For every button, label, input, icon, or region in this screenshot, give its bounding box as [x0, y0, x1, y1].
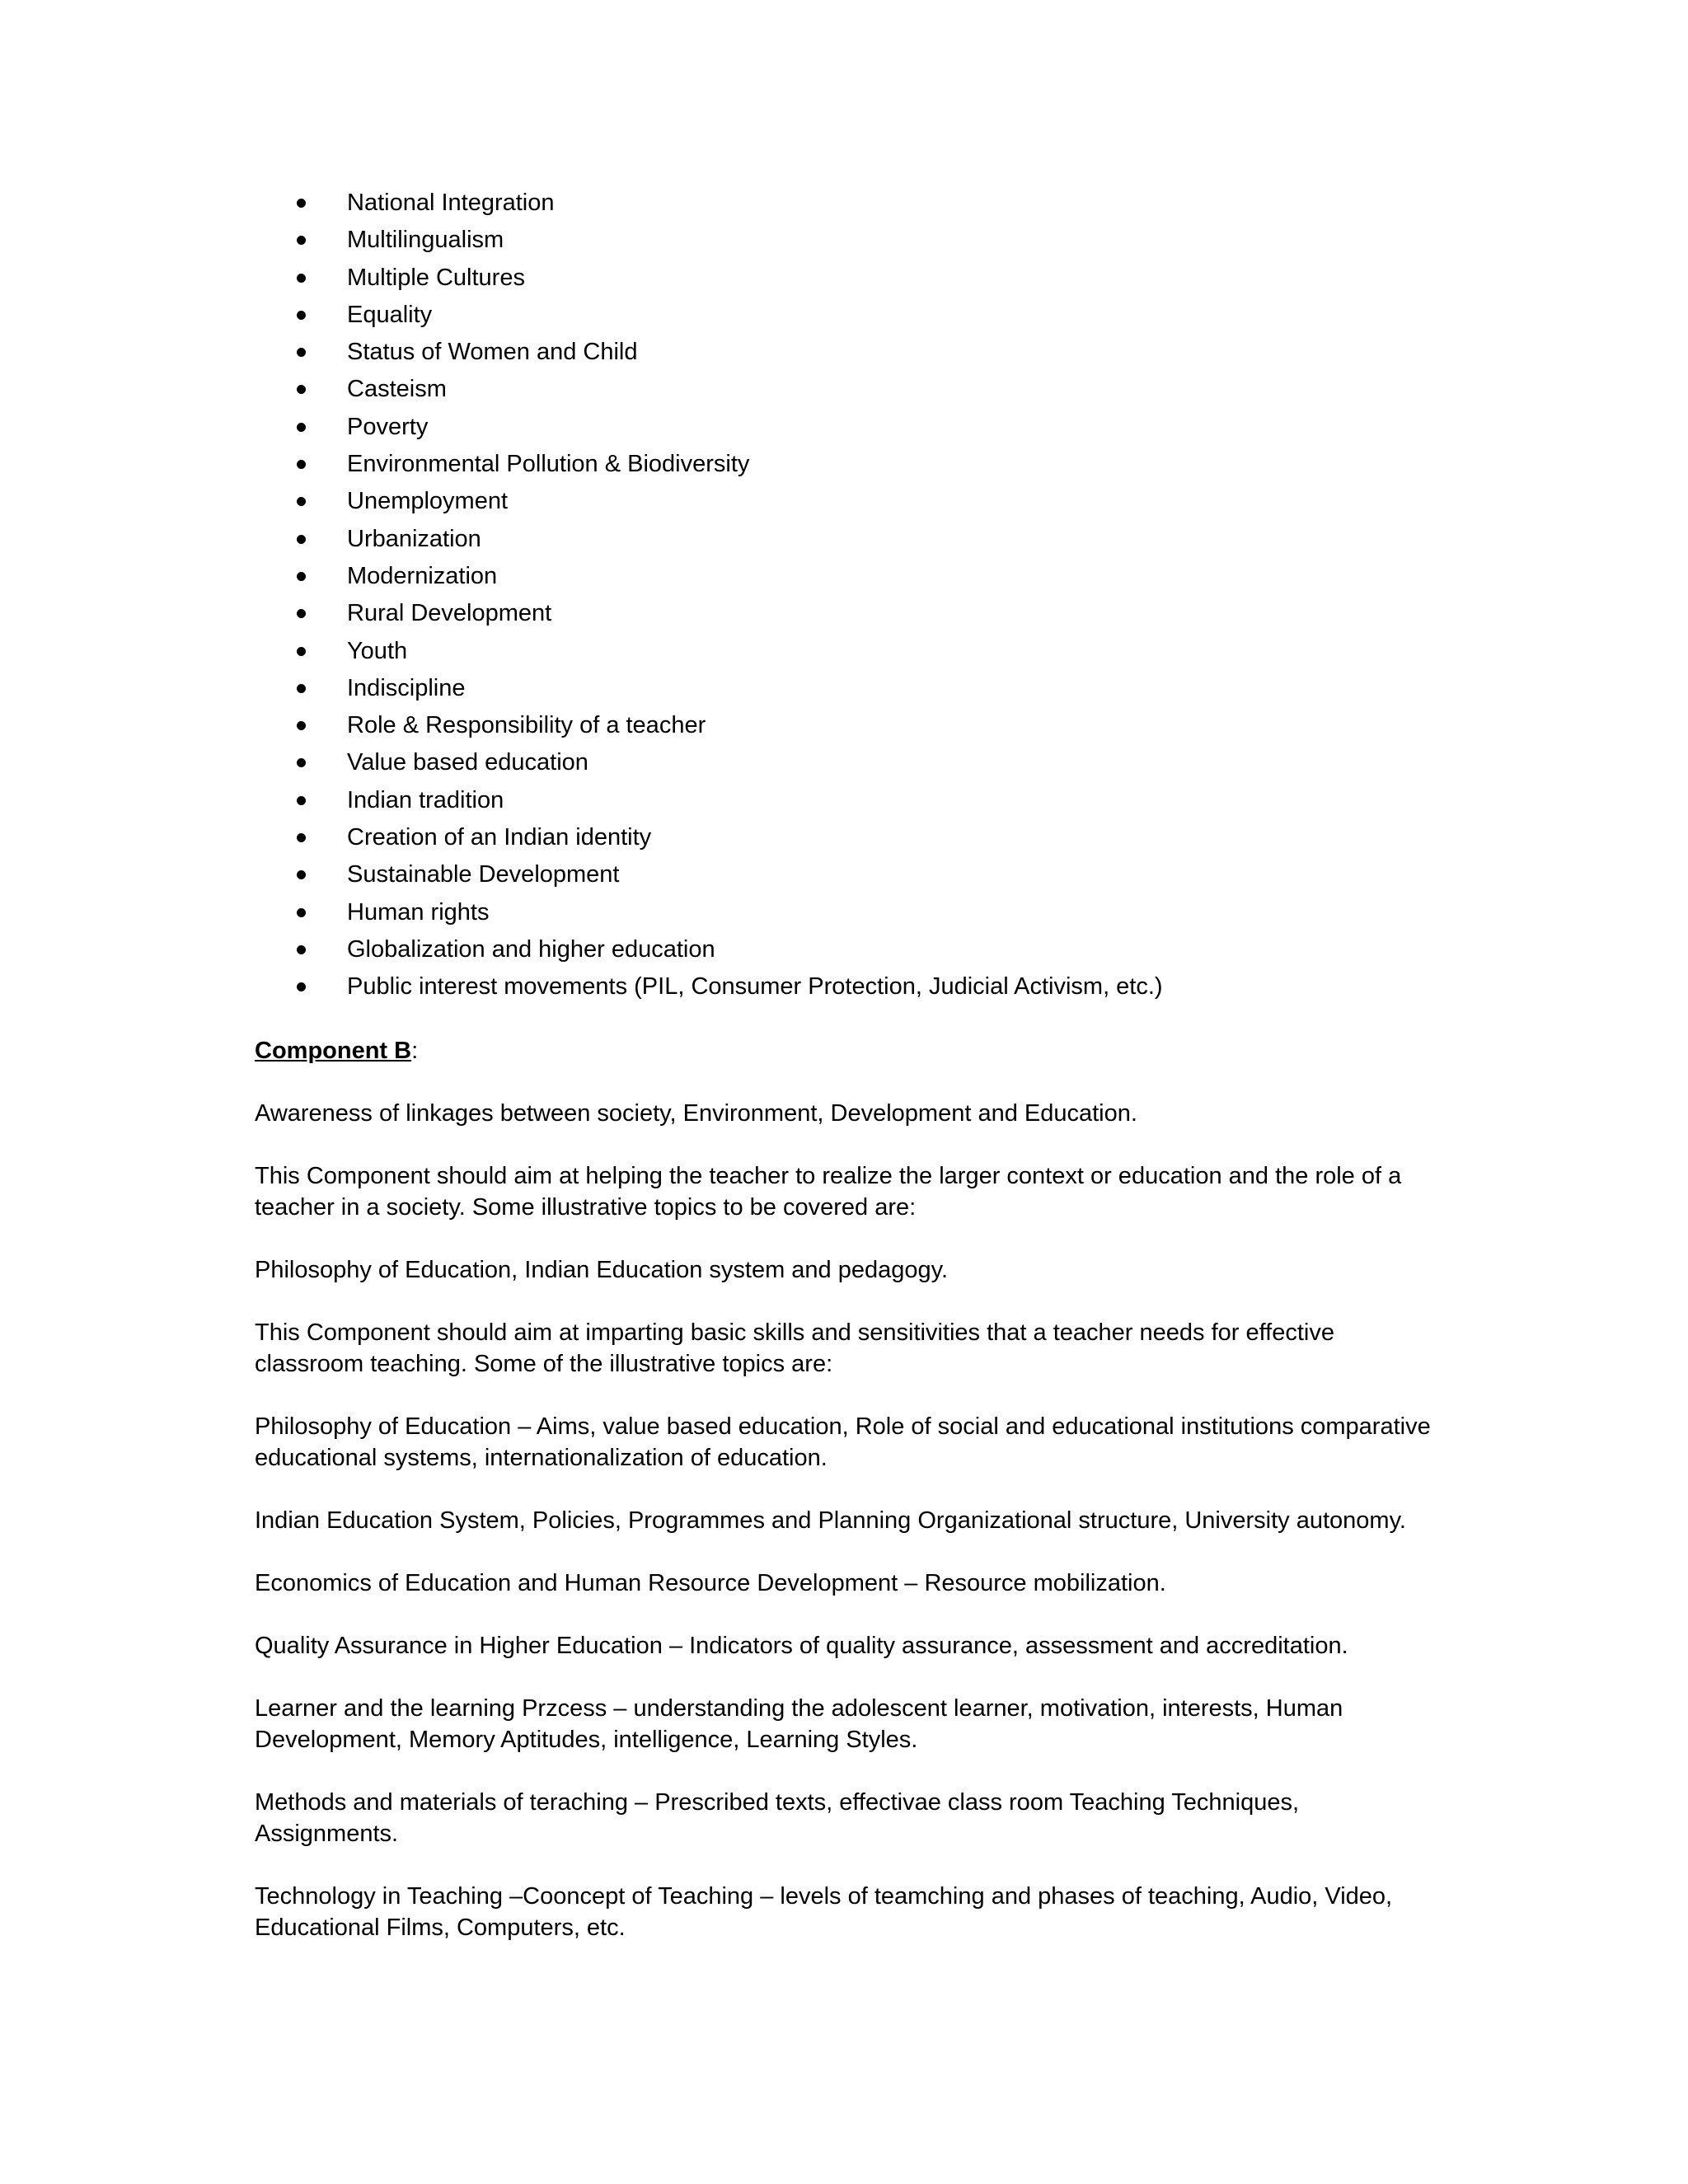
bullet-item	[297, 558, 1533, 595]
paragraph: Philosophy of Education, Indian Education system and pedagogy.	[255, 1257, 949, 1283]
bullet-icon	[297, 833, 306, 842]
paragraph: This Component should aim at imparting basic skills and sensitivities that a teacher needs for effective classroom teaching. Some of the illustrative topics are:	[255, 1319, 1334, 1377]
bullet-item	[297, 707, 1533, 744]
bullet-text: Unemployment	[347, 488, 509, 515]
bullet-icon	[297, 758, 306, 767]
bullet-item	[297, 409, 1533, 446]
paragraph: Methods and materials of teraching – Prescribed texts, effectivae class room Teaching Techniques, Assignments.	[255, 1789, 1300, 1847]
paragraph: Awareness of linkages between society, Environment, Development and Education.	[255, 1100, 1137, 1127]
bullet-item	[297, 856, 1533, 893]
bullet-icon	[297, 497, 306, 506]
bullet-text: Modernization	[347, 562, 498, 589]
bullet-text: Casteism	[347, 376, 447, 403]
paragraph: Quality Assurance in Higher Education – Indicators of quality assurance, assessment and accreditation.	[255, 1633, 1348, 1659]
bullet-item	[297, 819, 1533, 856]
bullet-text: Indiscipline	[347, 674, 466, 701]
bullet-icon	[297, 385, 306, 394]
bullet-text: Globalization and higher education	[347, 935, 715, 963]
bullet-item	[297, 297, 1533, 334]
bullet-icon	[297, 870, 306, 879]
component-b-heading	[255, 1035, 1442, 1066]
component-b-heading-text: Component B	[255, 1038, 412, 1064]
paragraph: Learner and the learning Przcess – understanding the adolescent learner, motivation, interests, Human Development, Memory Aptitudes, intelligence, Learning Styles.	[255, 1695, 1343, 1753]
bullet-item	[297, 595, 1533, 632]
bullet-item	[297, 222, 1533, 259]
bullet-item	[297, 260, 1533, 297]
bullet-item	[297, 894, 1533, 931]
bullet-text: Rural Development	[347, 600, 552, 627]
bullet-item	[297, 633, 1533, 670]
paragraph: Indian Education System, Policies, Programmes and Planning Organizational structure, University autonomy.	[255, 1507, 1406, 1534]
component-b-section	[255, 1035, 1442, 1975]
bullet-text: Human rights	[347, 898, 490, 926]
bullet-icon	[297, 236, 306, 245]
bullet-item	[297, 371, 1533, 408]
bullet-text: Multilingualism	[347, 227, 504, 254]
paragraph: Economics of Education and Human Resource Development – Resource mobilization.	[255, 1570, 1166, 1596]
bullet-icon	[297, 199, 306, 208]
bullet-icon	[297, 348, 306, 357]
bullet-item	[297, 782, 1533, 819]
bullet-icon	[297, 423, 306, 432]
bullet-text: Status of Women and Child	[347, 339, 638, 366]
bullet-icon	[297, 647, 306, 656]
bullet-text: Public interest movements (PIL, Consumer Protection, Judicial Activism, etc.)	[347, 973, 1163, 1001]
bullet-text: Creation of an Indian identity	[347, 824, 652, 851]
bullet-text: Indian tradition	[347, 786, 504, 813]
topic-bullet-list	[297, 185, 1533, 1006]
bullet-text: Environmental Pollution & Biodiversity	[347, 451, 750, 478]
bullet-icon	[297, 796, 306, 805]
bullet-icon	[297, 311, 306, 320]
bullet-text: Urbanization	[347, 525, 481, 552]
bullet-text: Role & Responsibility of a teacher	[347, 712, 706, 739]
component-b-heading-colon: :	[411, 1038, 419, 1064]
bullet-text: Equality	[347, 301, 433, 328]
bullet-icon	[297, 572, 306, 581]
bullet-icon	[297, 908, 306, 917]
bullet-icon	[297, 274, 306, 283]
bullet-icon	[297, 684, 306, 693]
bullet-text: Value based education	[347, 749, 588, 776]
bullet-text: Sustainable Development	[347, 861, 620, 888]
bullet-item	[297, 931, 1533, 968]
bullet-item	[297, 968, 1533, 1005]
bullet-icon	[297, 609, 306, 618]
bullet-item	[297, 744, 1533, 781]
bullet-item	[297, 483, 1533, 520]
bullet-icon	[297, 945, 306, 954]
bullet-item	[297, 334, 1533, 371]
bullet-item	[297, 185, 1533, 222]
bullet-icon	[297, 982, 306, 991]
bullet-icon	[297, 721, 306, 730]
paragraph: Technology in Teaching –Cooncept of Teaching – levels of teamching and phases of teaching, Audio, Video, Educational Films, Computers, etc.	[255, 1883, 1393, 1941]
paragraph: This Component should aim at helping the teacher to realize the larger context or education and the role of a teacher in a society. Some illustrative topics to be covered are:	[255, 1163, 1402, 1221]
paragraph: Philosophy of Education – Aims, value based education, Role of social and educational institutions comparative educational systems, internationalization of education.	[255, 1413, 1431, 1471]
bullet-icon	[297, 535, 306, 544]
bullet-icon	[297, 460, 306, 469]
bullet-text: Poverty	[347, 413, 429, 440]
bullet-item	[297, 521, 1533, 558]
bullet-text: Youth	[347, 637, 408, 664]
bullet-text: Multiple Cultures	[347, 264, 525, 291]
bullet-item	[297, 670, 1533, 707]
bullet-item	[297, 446, 1533, 483]
bullet-text: National Integration	[347, 190, 555, 216]
